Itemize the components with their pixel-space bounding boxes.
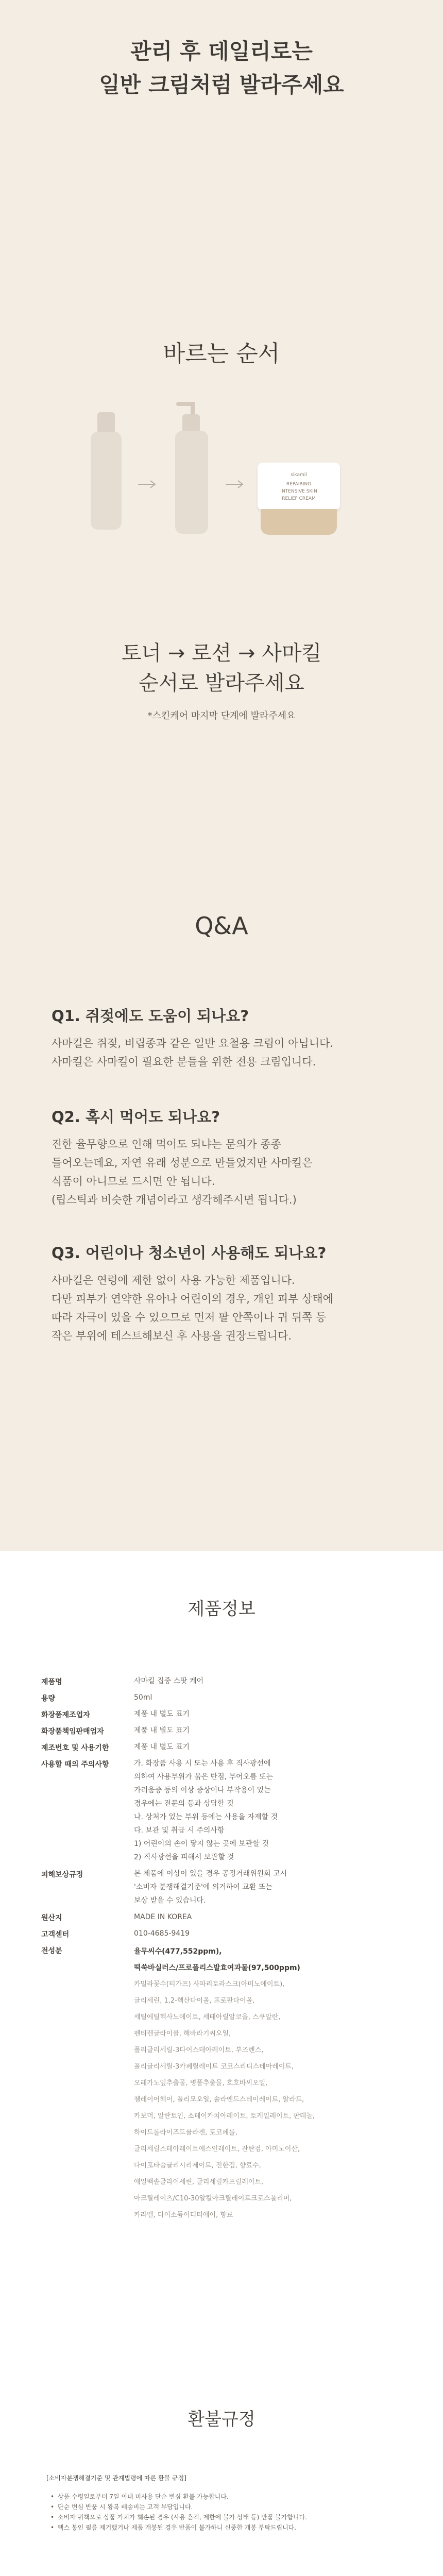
- info-value: [134, 1691, 402, 1704]
- info-value-line: 가. 화장품 사용 시 또는 사용 후 직사광선에: [134, 1759, 271, 1768]
- info-value-line: 2) 직사광선을 피해서 보관할 것: [134, 1853, 234, 1861]
- arrow-right-icon: [137, 479, 157, 489]
- info-value-line: 의하여 사용부위가 붉은 반점, 부어오름 또는: [134, 1773, 274, 1781]
- info-label: 전성분: [41, 1947, 62, 1955]
- qa-answer-line: (립스틱과 비슷한 개념이라고 생각해주시면 됩니다.): [52, 1194, 297, 1206]
- info-value: [134, 1674, 402, 1688]
- refund-bullet: • 상품 수령일로부터 7일 이내 미사용 단순 변심 환불 가능합니다.: [46, 2492, 402, 2502]
- howto-note: *스킨케어 마지막 단계에 발라주세요: [147, 710, 296, 721]
- info-label: 원산지: [41, 1914, 62, 1922]
- refund-basic-heading: [소비자분쟁해결기준 및 관계법령에 따른 환불 규정]: [46, 2475, 186, 2482]
- info-label: 화장품책임판매업자: [41, 1727, 104, 1736]
- qa-question: Q3. 어린이나 청소년이 사용해도 되나요?: [52, 1244, 327, 1262]
- qa-question: Q2. 혹시 먹어도 되나요?: [52, 1108, 220, 1126]
- info-value-line: MADE IN KOREA: [134, 1913, 192, 1921]
- info-label: 피해보상규정: [41, 1871, 83, 1879]
- jar-label-line: REPAIRING: [286, 482, 312, 487]
- hero-section: [0, 0, 443, 216]
- info-label: 사용할 때의 주의사항: [41, 1760, 109, 1769]
- qa-answer-line: 따라 자극이 있을 수 있으므로 먼저 팔 안쪽이나 귀 뒤쪽 등: [52, 1311, 327, 1324]
- info-value-line: 오레가노잎추출물, 병풀추출물, 호호바씨오일,: [134, 2079, 268, 2087]
- info-value-line: 카밀라꽃수(티가프) 사파리토라스크(아미노에이트),: [134, 1980, 285, 1988]
- qa-answer-line: 사마킬은 사마킬이 필요한 분들을 위한 전용 크림입니다.: [52, 1056, 316, 1068]
- hero-headline-line-2: 일반 크림처럼 발라주세요: [99, 72, 344, 97]
- info-label: 제조번호 및 사용기한: [41, 1744, 109, 1752]
- info-value-line: 나. 상처가 있는 부위 등에는 사용을 자제할 것: [134, 1813, 278, 1821]
- info-value-line: 글리세린, 1,2-헥산다이올, 프로판다이올,: [134, 1997, 255, 2005]
- info-value: [134, 1724, 402, 1737]
- info-value-line: 폴리글리세릴-3다이스테아레이트, 부즈렌스,: [134, 2046, 264, 2054]
- refund-bullet: • 택스 봉인 필름 제거했거나 제품 개봉된 경우 반품이 불가하니 신중한 개봉 부탁드립니다.: [46, 2522, 402, 2533]
- qa-item: [52, 1005, 402, 1071]
- info-value: [134, 1740, 402, 1754]
- info-label: 고객센터: [41, 1930, 70, 1939]
- info-value-line: 카보머, 알란토인, 소테이카치아레이트, 토케일레이트, 판테놀,: [134, 2112, 315, 2120]
- product-lineup: [0, 402, 443, 572]
- howto-order-line-2: 순서로 발라주세요: [139, 671, 304, 695]
- info-value-line: 카라멜, 다이소듐이디티에이, 향료: [134, 2211, 233, 2219]
- info-value-line: 1) 어린이의 손이 닿지 않는 곳에 보관할 것: [134, 1840, 269, 1848]
- qa-item: [52, 1106, 402, 1209]
- info-value: [134, 1757, 402, 1864]
- info-value-line: 첼레이어헤어, 폴리모오일, 솔라엔드스테이레이트, 알라드,: [134, 2096, 304, 2104]
- qa-question: Q1. 쥐젖에도 도움이 되나요?: [52, 1007, 249, 1025]
- info-value: [134, 1943, 402, 2224]
- refund-bullet: • 단순 변심 반품 시 왕복 배송비는 고객 부담입니다.: [46, 2502, 402, 2512]
- info-label: 화장품제조업자: [41, 1711, 90, 1719]
- refund-bullet: • 소비자 귀책으로 상품 가치가 훼손된 경우 (사용 흔적, 제한에 불가 상태 등) 반품 불가합니다.: [46, 2512, 402, 2522]
- qa-answer-line: 작은 부위에 테스트해보신 후 사용을 권장드립니다.: [52, 1330, 292, 1342]
- refund-policy-section: [0, 2396, 443, 2576]
- info-value-line: '소비자 분쟁해결기준'에 의거하여 교환 또는: [134, 1883, 272, 1891]
- howto-title: 바르는 순서: [163, 341, 280, 367]
- qa-item: [52, 1242, 402, 1345]
- jar-label-line: INTENSIVE SKIN: [280, 489, 317, 494]
- info-value-line: 다이포타슘글리시리제이트, 진한검, 향료수,: [134, 2162, 261, 2170]
- info-label: 용량: [41, 1694, 56, 1703]
- info-value: [134, 1927, 402, 1940]
- qa-answer-line: 다만 피부가 연약한 유아나 어린이의 경우, 개인 피부 상태에: [52, 1293, 333, 1305]
- qa-answer-line: 들어오는데요, 자연 유래 성분으로 만들었지만 사마킬은: [52, 1157, 313, 1169]
- qa-answer-line: 사마킬은 연령에 제한 없이 사용 가능한 제품입니다.: [52, 1274, 295, 1286]
- info-value-line: 보상 받을 수 있습니다.: [134, 1896, 206, 1905]
- info-value-line: 제품 내 별도 표기: [134, 1743, 190, 1751]
- qa-answer-line: 식품이 아니므로 드시면 안 됩니다.: [52, 1175, 215, 1188]
- info-value-line: 글리세릴스테아레이트에스인레이트, 잔탄검, 아미노이산,: [134, 2145, 300, 2153]
- info-value: [134, 1910, 402, 1924]
- info-value-line: 다. 보관 및 취급 시 주의사항: [134, 1826, 225, 1835]
- info-value-line: 폴리글리세릴-3카페릴레이트 코코스리디스테아레이트,: [134, 2063, 294, 2071]
- info-value-line: 아크릴레이츠/C10-30알킬아크릴레이트크로스폴리머,: [134, 2195, 292, 2202]
- info-value-line: 본 제품에 이상이 있을 경우 공정거래위원회 고시: [134, 1870, 287, 1878]
- info-value-line: 하이드롤라이즈드콜라겐, 토코페롤,: [134, 2129, 237, 2137]
- qa-answer-line: 진한 율무향으로 인해 먹어도 되냐는 문의가 종종: [52, 1138, 281, 1150]
- info-value-line: 010-4685-9419: [134, 1929, 190, 1938]
- refund-basic-policy: [46, 2473, 402, 2533]
- hero-headline-line-1: 관리 후 데일리로는: [130, 39, 313, 64]
- info-value-line: 경우에는 전문의 등과 상담할 것: [134, 1800, 234, 1808]
- qa-answer-line: 사마킬은 쥐젖, 비립종과 같은 일반 요철용 크림이 아닙니다.: [52, 1037, 333, 1049]
- info-value-line: 율무씨수(477,552ppm),: [134, 1947, 222, 1956]
- product-info-section: [0, 1551, 443, 2396]
- product-info-title: 제품정보: [188, 1599, 255, 1619]
- info-value-line: 제품 내 별도 표기: [134, 1710, 190, 1718]
- info-value-line: 세틸에틸헥사노에이트, 세테아릴알코올, 스쿠알란,: [134, 2013, 281, 2021]
- info-value-line: 펜티렌글라이콜, 해바라기씨오일,: [134, 2030, 231, 2038]
- howto-order-line-1: 토너 → 로션 → 사마킬: [121, 641, 322, 665]
- info-label: 제품명: [41, 1678, 62, 1686]
- arrow-right-icon: [225, 479, 244, 489]
- info-value-line: 떡쑥바실러스/프로폴리스발효여과물(97,500ppm): [134, 1964, 300, 1972]
- jar-label-line: RELIEF CREAM: [282, 496, 316, 501]
- info-value-line: 가려움증 등의 이상 증상이나 부작용이 있는: [134, 1786, 271, 1794]
- how-to-use-section: [0, 216, 443, 1551]
- info-value: [134, 1867, 402, 1907]
- info-value-line: 애일백솔글라이세린, 글리세릴카프릴레이트,: [134, 2178, 263, 2186]
- jar-brand: sikamil: [291, 472, 307, 478]
- info-value: [134, 1707, 402, 1721]
- refund-title: 환불규정: [188, 2409, 255, 2430]
- qa-title: Q&A: [195, 912, 248, 940]
- info-value-line: 사마킬 집중 스팟 케어: [134, 1677, 204, 1685]
- info-value-line: 50ml: [134, 1693, 152, 1702]
- info-value-line: 제품 내 별도 표기: [134, 1726, 190, 1735]
